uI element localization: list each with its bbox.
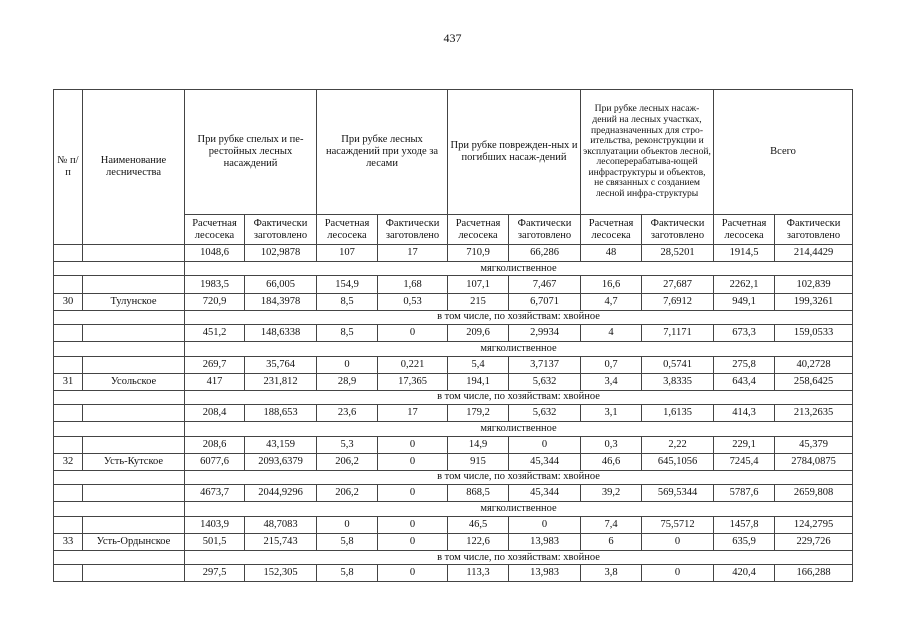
value-cell: 0 bbox=[642, 565, 714, 582]
value-cell: 0 bbox=[378, 533, 448, 550]
value-cell: 5,4 bbox=[448, 356, 509, 373]
value-cell: 122,6 bbox=[448, 533, 509, 550]
value-cell: 17,365 bbox=[378, 373, 448, 390]
value-cell: 188,653 bbox=[245, 405, 317, 422]
value-cell: 214,4429 bbox=[775, 245, 853, 262]
value-cell: 17 bbox=[378, 245, 448, 262]
row-number bbox=[54, 325, 83, 342]
value-cell: 4,7 bbox=[581, 293, 642, 310]
value-cell: 0,7 bbox=[581, 356, 642, 373]
value-cell: 209,6 bbox=[448, 325, 509, 342]
row-number bbox=[54, 436, 83, 453]
value-cell: 2,22 bbox=[642, 436, 714, 453]
value-cell: 206,2 bbox=[317, 485, 378, 502]
value-cell: 414,3 bbox=[714, 405, 775, 422]
value-cell: 6 bbox=[581, 533, 642, 550]
value-cell: 45,344 bbox=[509, 453, 581, 470]
value-cell: 7,4 bbox=[581, 516, 642, 533]
value-cell: 7245,4 bbox=[714, 453, 775, 470]
value-cell: 3,1 bbox=[581, 405, 642, 422]
value-cell: 231,812 bbox=[245, 373, 317, 390]
value-cell: 645,1056 bbox=[642, 453, 714, 470]
forestry-name bbox=[83, 436, 185, 453]
value-cell: 102,9878 bbox=[245, 245, 317, 262]
value-cell: 258,6425 bbox=[775, 373, 853, 390]
table-row bbox=[54, 565, 853, 582]
section-blank-cell bbox=[54, 390, 185, 404]
value-cell: 417 bbox=[185, 373, 245, 390]
value-cell: 569,5344 bbox=[642, 485, 714, 502]
value-cell: 66,005 bbox=[245, 276, 317, 293]
table-row bbox=[54, 325, 853, 342]
row-number bbox=[54, 405, 83, 422]
subheader-calc: Расчетная лесосека bbox=[714, 215, 775, 245]
section-blank-cell bbox=[54, 310, 185, 324]
value-cell: 0 bbox=[378, 436, 448, 453]
value-cell: 152,305 bbox=[245, 565, 317, 582]
value-cell: 7,467 bbox=[509, 276, 581, 293]
forestry-name bbox=[83, 356, 185, 373]
table-row bbox=[54, 436, 853, 453]
section-blank-cell bbox=[54, 262, 185, 276]
value-cell: 27,687 bbox=[642, 276, 714, 293]
section-label: в том числе, по хозяйствам: хвойное bbox=[185, 550, 853, 564]
value-cell: 102,839 bbox=[775, 276, 853, 293]
value-cell: 0 bbox=[642, 533, 714, 550]
value-cell: 5787,6 bbox=[714, 485, 775, 502]
value-cell: 3,8335 bbox=[642, 373, 714, 390]
value-cell: 5,3 bbox=[317, 436, 378, 453]
value-cell: 14,9 bbox=[448, 436, 509, 453]
section-row bbox=[54, 422, 853, 436]
table-row bbox=[54, 356, 853, 373]
row-number: 30 bbox=[54, 293, 83, 310]
subheader-calc: Расчетная лесосека bbox=[448, 215, 509, 245]
value-cell: 0 bbox=[378, 565, 448, 582]
value-cell: 4673,7 bbox=[185, 485, 245, 502]
value-cell: 194,1 bbox=[448, 373, 509, 390]
value-cell: 3,4 bbox=[581, 373, 642, 390]
value-cell: 113,3 bbox=[448, 565, 509, 582]
section-row bbox=[54, 502, 853, 516]
value-cell: 1048,6 bbox=[185, 245, 245, 262]
value-cell: 45,379 bbox=[775, 436, 853, 453]
header-num: № п/п bbox=[54, 90, 83, 245]
subheader-fact: Фактически заготовлено bbox=[378, 215, 448, 245]
forestry-name bbox=[83, 516, 185, 533]
value-cell: 710,9 bbox=[448, 245, 509, 262]
row-number bbox=[54, 516, 83, 533]
forestry-name: Усть-Ордынское bbox=[83, 533, 185, 550]
header-row bbox=[54, 90, 853, 215]
forestry-name bbox=[83, 405, 185, 422]
value-cell: 4 bbox=[581, 325, 642, 342]
section-blank-cell bbox=[54, 342, 185, 356]
section-row bbox=[54, 262, 853, 276]
value-cell: 28,5201 bbox=[642, 245, 714, 262]
value-cell: 1914,5 bbox=[714, 245, 775, 262]
value-cell: 643,4 bbox=[714, 373, 775, 390]
section-blank-cell bbox=[54, 502, 185, 516]
value-cell: 3,8 bbox=[581, 565, 642, 582]
section-label: мягколиственное bbox=[185, 502, 853, 516]
subheader-calc: Расчетная лесосека bbox=[317, 215, 378, 245]
row-number: 33 bbox=[54, 533, 83, 550]
value-cell: 1,6135 bbox=[642, 405, 714, 422]
value-cell: 2093,6379 bbox=[245, 453, 317, 470]
value-cell: 915 bbox=[448, 453, 509, 470]
section-label: мягколиственное bbox=[185, 262, 853, 276]
forestry-table bbox=[53, 89, 853, 582]
value-cell: 148,6338 bbox=[245, 325, 317, 342]
value-cell: 1403,9 bbox=[185, 516, 245, 533]
value-cell: 269,7 bbox=[185, 356, 245, 373]
section-label: мягколиственное bbox=[185, 422, 853, 436]
value-cell: 43,159 bbox=[245, 436, 317, 453]
value-cell: 213,2635 bbox=[775, 405, 853, 422]
header-group-care: При рубке лесных насаждений при уходе за лесами bbox=[317, 90, 448, 215]
value-cell: 179,2 bbox=[448, 405, 509, 422]
value-cell: 40,2728 bbox=[775, 356, 853, 373]
section-row bbox=[54, 470, 853, 484]
row-number: 31 bbox=[54, 373, 83, 390]
value-cell: 206,2 bbox=[317, 453, 378, 470]
value-cell: 2262,1 bbox=[714, 276, 775, 293]
value-cell: 673,3 bbox=[714, 325, 775, 342]
row-number bbox=[54, 485, 83, 502]
value-cell: 107,1 bbox=[448, 276, 509, 293]
section-blank-cell bbox=[54, 470, 185, 484]
section-blank-cell bbox=[54, 550, 185, 564]
value-cell: 1457,8 bbox=[714, 516, 775, 533]
forestry-name: Усть-Кутское bbox=[83, 453, 185, 470]
value-cell: 0,53 bbox=[378, 293, 448, 310]
value-cell: 39,2 bbox=[581, 485, 642, 502]
subheader-calc: Расчетная лесосека bbox=[581, 215, 642, 245]
value-cell: 13,983 bbox=[509, 565, 581, 582]
section-blank-cell bbox=[54, 422, 185, 436]
value-cell: 0,221 bbox=[378, 356, 448, 373]
forestry-name bbox=[83, 245, 185, 262]
value-cell: 6077,6 bbox=[185, 453, 245, 470]
value-cell: 8,5 bbox=[317, 293, 378, 310]
header-group-total: Всего bbox=[714, 90, 853, 215]
table-row bbox=[54, 516, 853, 533]
subheader-calc: Расчетная лесосека bbox=[185, 215, 245, 245]
section-label: в том числе, по хозяйствам: хвойное bbox=[185, 470, 853, 484]
forestry-name bbox=[83, 325, 185, 342]
value-cell: 0 bbox=[378, 453, 448, 470]
value-cell: 720,9 bbox=[185, 293, 245, 310]
value-cell: 0 bbox=[317, 516, 378, 533]
value-cell: 5,8 bbox=[317, 565, 378, 582]
value-cell: 16,6 bbox=[581, 276, 642, 293]
table-row bbox=[54, 245, 853, 262]
subheader-fact: Фактически заготовлено bbox=[642, 215, 714, 245]
value-cell: 48,7083 bbox=[245, 516, 317, 533]
table-row bbox=[54, 453, 853, 470]
value-cell: 7,1171 bbox=[642, 325, 714, 342]
value-cell: 75,5712 bbox=[642, 516, 714, 533]
value-cell: 1,68 bbox=[378, 276, 448, 293]
value-cell: 0 bbox=[378, 325, 448, 342]
forestry-name: Усольское bbox=[83, 373, 185, 390]
value-cell: 868,5 bbox=[448, 485, 509, 502]
value-cell: 166,288 bbox=[775, 565, 853, 582]
value-cell: 0,5741 bbox=[642, 356, 714, 373]
value-cell: 501,5 bbox=[185, 533, 245, 550]
value-cell: 2784,0875 bbox=[775, 453, 853, 470]
subheader-fact: Фактически заготовлено bbox=[245, 215, 317, 245]
row-number bbox=[54, 565, 83, 582]
value-cell: 6,7071 bbox=[509, 293, 581, 310]
section-row bbox=[54, 342, 853, 356]
value-cell: 5,632 bbox=[509, 373, 581, 390]
table-row bbox=[54, 405, 853, 422]
value-cell: 0 bbox=[378, 516, 448, 533]
row-number: 32 bbox=[54, 453, 83, 470]
header-group-mature: При рубке спелых и пе-рестойных лесных насаждений bbox=[185, 90, 317, 215]
value-cell: 159,0533 bbox=[775, 325, 853, 342]
value-cell: 5,8 bbox=[317, 533, 378, 550]
value-cell: 2044,9296 bbox=[245, 485, 317, 502]
value-cell: 8,5 bbox=[317, 325, 378, 342]
value-cell: 297,5 bbox=[185, 565, 245, 582]
value-cell: 28,9 bbox=[317, 373, 378, 390]
value-cell: 208,6 bbox=[185, 436, 245, 453]
value-cell: 7,6912 bbox=[642, 293, 714, 310]
header-name: Наименование лесничества bbox=[83, 90, 185, 245]
table-row bbox=[54, 373, 853, 390]
value-cell: 229,1 bbox=[714, 436, 775, 453]
subheader-fact: Фактически заготовлено bbox=[775, 215, 853, 245]
section-row bbox=[54, 310, 853, 324]
value-cell: 46,6 bbox=[581, 453, 642, 470]
table-row bbox=[54, 533, 853, 550]
forestry-name bbox=[83, 485, 185, 502]
value-cell: 3,7137 bbox=[509, 356, 581, 373]
value-cell: 0 bbox=[317, 356, 378, 373]
value-cell: 275,8 bbox=[714, 356, 775, 373]
value-cell: 420,4 bbox=[714, 565, 775, 582]
table-body bbox=[54, 245, 853, 582]
section-row bbox=[54, 390, 853, 404]
value-cell: 48 bbox=[581, 245, 642, 262]
value-cell: 451,2 bbox=[185, 325, 245, 342]
value-cell: 17 bbox=[378, 405, 448, 422]
subheader-fact: Фактически заготовлено bbox=[509, 215, 581, 245]
value-cell: 2,9934 bbox=[509, 325, 581, 342]
header-group-infrastructure: При рубке лесных насаж-дений на лесных участках, предназначенных для стро-ительства, реконструкции и эксплуатации объектов лесной, лесоперерабатыва-ющей инфраструктуры и объектов, не связанных с созданием лесной инфра-структуры bbox=[581, 90, 714, 215]
forestry-name: Тулунское bbox=[83, 293, 185, 310]
value-cell: 46,5 bbox=[448, 516, 509, 533]
value-cell: 0 bbox=[509, 436, 581, 453]
value-cell: 2659,808 bbox=[775, 485, 853, 502]
value-cell: 215 bbox=[448, 293, 509, 310]
section-label: мягколиственное bbox=[185, 342, 853, 356]
value-cell: 45,344 bbox=[509, 485, 581, 502]
value-cell: 0,3 bbox=[581, 436, 642, 453]
value-cell: 23,6 bbox=[317, 405, 378, 422]
value-cell: 184,3978 bbox=[245, 293, 317, 310]
header-group-damaged: При рубке поврежден-ных и погибших насаж-дений bbox=[448, 90, 581, 215]
value-cell: 208,4 bbox=[185, 405, 245, 422]
section-label: в том числе, по хозяйствам: хвойное bbox=[185, 390, 853, 404]
table-row bbox=[54, 485, 853, 502]
section-label: в том числе, по хозяйствам: хвойное bbox=[185, 310, 853, 324]
value-cell: 949,1 bbox=[714, 293, 775, 310]
value-cell: 5,632 bbox=[509, 405, 581, 422]
forestry-name bbox=[83, 276, 185, 293]
value-cell: 635,9 bbox=[714, 533, 775, 550]
forestry-name bbox=[83, 565, 185, 582]
row-number bbox=[54, 356, 83, 373]
table-row bbox=[54, 293, 853, 310]
value-cell: 0 bbox=[509, 516, 581, 533]
section-row bbox=[54, 550, 853, 564]
row-number bbox=[54, 276, 83, 293]
row-number bbox=[54, 245, 83, 262]
value-cell: 154,9 bbox=[317, 276, 378, 293]
value-cell: 229,726 bbox=[775, 533, 853, 550]
value-cell: 13,983 bbox=[509, 533, 581, 550]
value-cell: 215,743 bbox=[245, 533, 317, 550]
value-cell: 66,286 bbox=[509, 245, 581, 262]
table-row bbox=[54, 276, 853, 293]
value-cell: 1983,5 bbox=[185, 276, 245, 293]
value-cell: 35,764 bbox=[245, 356, 317, 373]
value-cell: 107 bbox=[317, 245, 378, 262]
value-cell: 0 bbox=[378, 485, 448, 502]
value-cell: 124,2795 bbox=[775, 516, 853, 533]
value-cell: 199,3261 bbox=[775, 293, 853, 310]
page-number: 437 bbox=[443, 31, 462, 45]
